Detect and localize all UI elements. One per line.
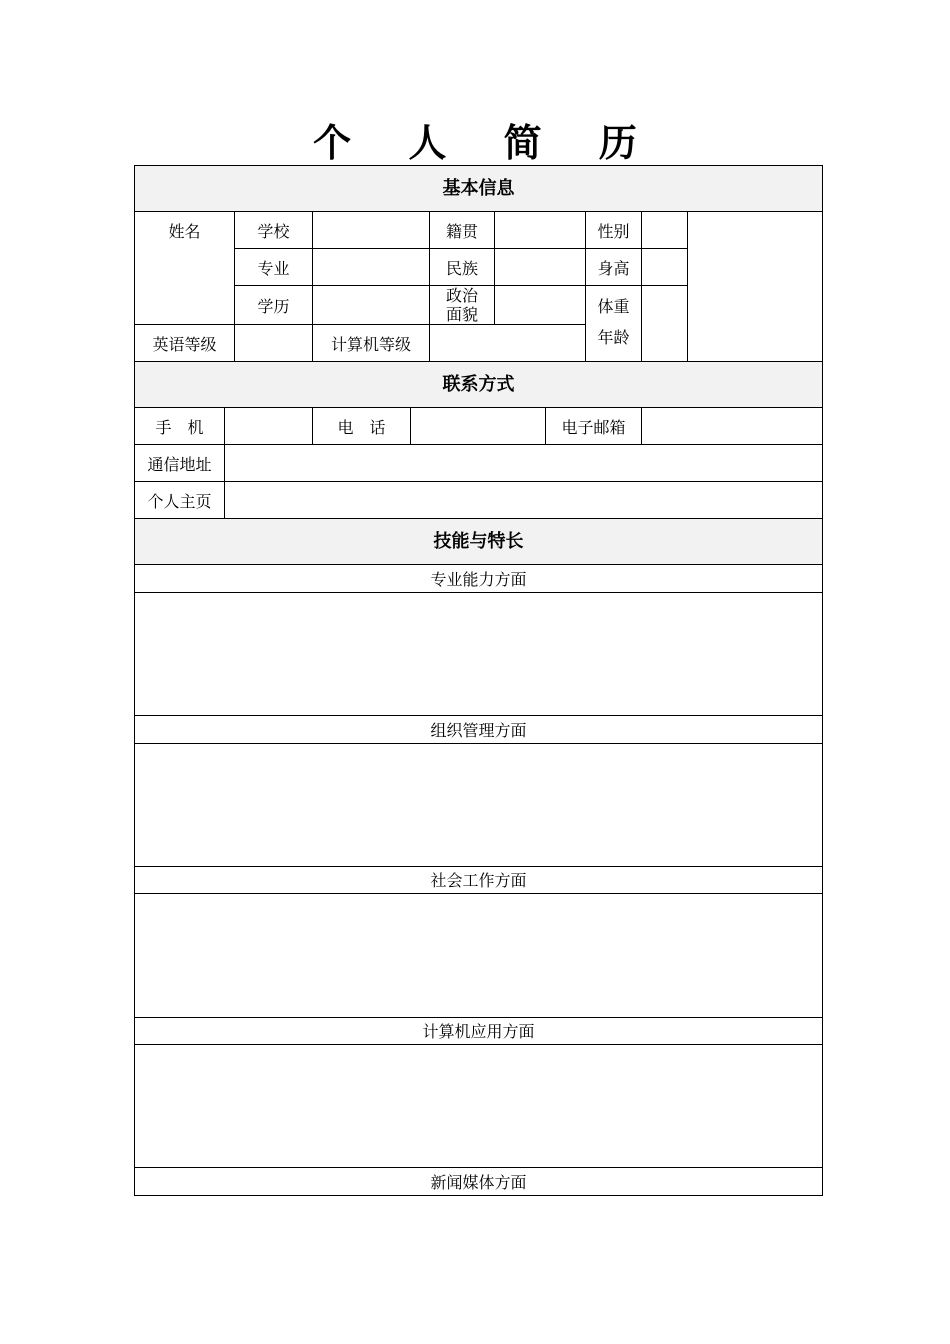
label-political-status bbox=[430, 286, 494, 324]
label-english-level: 英语等级 bbox=[152, 334, 217, 354]
skill-media-label: 新闻媒体方面 bbox=[430, 1173, 527, 1192]
field-name[interactable] bbox=[135, 249, 234, 324]
label-education: 学历 bbox=[257, 296, 290, 316]
label-political-line1: 政治 bbox=[445, 286, 478, 305]
label-weight: 体重 bbox=[597, 296, 630, 316]
label-ethnicity: 民族 bbox=[445, 258, 478, 278]
label-name: 姓名 bbox=[168, 221, 201, 241]
label-phone: 电 话 bbox=[337, 417, 386, 437]
skill-management-label: 组织管理方面 bbox=[430, 721, 527, 740]
field-major[interactable] bbox=[313, 249, 429, 285]
field-english-level[interactable] bbox=[235, 325, 312, 361]
field-political-status[interactable] bbox=[495, 286, 585, 324]
field-gender[interactable] bbox=[642, 212, 687, 248]
section-header-skills: 技能与特长 bbox=[433, 531, 524, 552]
label-native-place: 籍贯 bbox=[445, 221, 478, 241]
label-address: 通信地址 bbox=[147, 454, 212, 474]
label-mobile: 手 机 bbox=[155, 417, 204, 437]
skill-social-label: 社会工作方面 bbox=[430, 871, 527, 890]
field-homepage[interactable] bbox=[225, 482, 822, 518]
label-major: 专业 bbox=[257, 258, 290, 278]
label-gender: 性别 bbox=[597, 221, 630, 241]
label-age: 年龄 bbox=[597, 327, 630, 347]
skill-professional-label: 专业能力方面 bbox=[430, 570, 527, 589]
label-email: 电子邮箱 bbox=[561, 417, 626, 437]
skill-computer-content[interactable] bbox=[136, 1045, 821, 1167]
label-height: 身高 bbox=[597, 258, 630, 278]
field-mobile[interactable] bbox=[225, 408, 312, 444]
skill-social-content[interactable] bbox=[136, 894, 821, 1017]
field-age[interactable] bbox=[642, 325, 687, 361]
field-native-place[interactable] bbox=[495, 212, 585, 248]
label-school: 学校 bbox=[257, 221, 290, 241]
field-ethnicity[interactable] bbox=[495, 249, 585, 285]
field-school[interactable] bbox=[313, 212, 429, 248]
skill-professional-content[interactable] bbox=[136, 593, 821, 715]
photo-area[interactable] bbox=[688, 212, 822, 361]
field-height[interactable] bbox=[642, 249, 687, 285]
label-political-line2: 面貌 bbox=[445, 305, 478, 324]
skill-management-content[interactable] bbox=[136, 744, 821, 866]
skill-computer-label: 计算机应用方面 bbox=[422, 1022, 535, 1041]
section-header-basic: 基本信息 bbox=[442, 178, 515, 199]
field-education[interactable] bbox=[313, 286, 429, 324]
field-email[interactable] bbox=[642, 408, 822, 444]
field-computer-level[interactable] bbox=[430, 325, 585, 361]
field-address[interactable] bbox=[225, 445, 822, 481]
resume-title: 个 人 简 历 bbox=[313, 121, 659, 165]
section-header-contact: 联系方式 bbox=[442, 374, 515, 395]
label-computer-level: 计算机等级 bbox=[330, 334, 411, 354]
field-phone[interactable] bbox=[411, 408, 545, 444]
field-weight[interactable] bbox=[642, 286, 687, 324]
label-homepage: 个人主页 bbox=[147, 491, 212, 511]
